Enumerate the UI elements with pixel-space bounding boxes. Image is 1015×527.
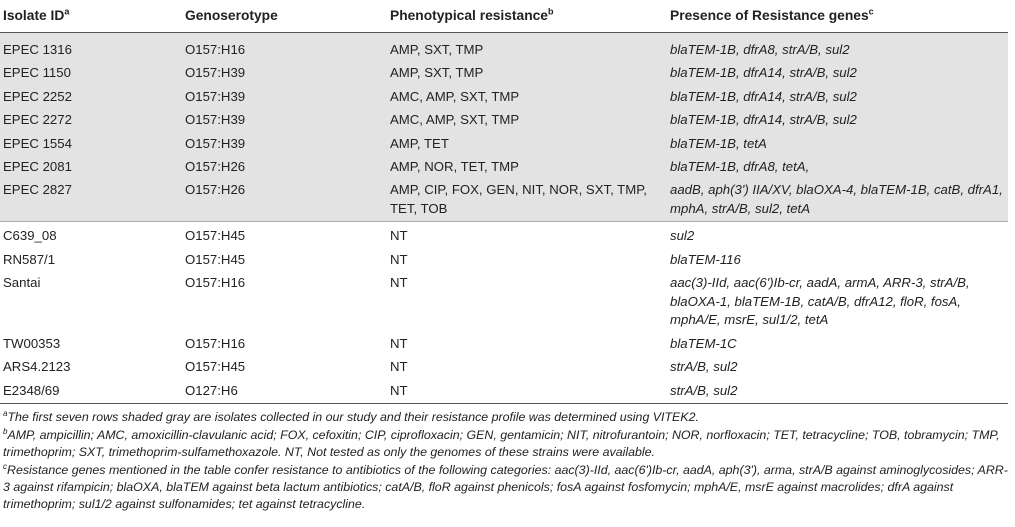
cell-phenotypical-resistance: NT [390, 275, 408, 291]
cell-phenotypical-resistance: AMC, AMP, SXT, TMP [387, 85, 667, 108]
cell-genoserotype: O127:H6 [182, 379, 387, 403]
cell-isolate-id: TW00353 [3, 335, 61, 351]
table-body [0, 33, 1008, 404]
header-phenotypical-resistance: Phenotypical resistance$^b$ [387, 0, 667, 33]
footnote [3, 427, 1011, 461]
header-resistance-genes: Presence of Resistance genes$^c$ [667, 0, 1008, 33]
cell-phenotypical-resistance: NT [390, 335, 408, 351]
cell-isolate-id: ARS4.2123 [3, 359, 71, 375]
cell-genoserotype: O157:H39 [182, 109, 387, 132]
header-isolate-id: Isolate $ID^a$ [0, 0, 182, 33]
cell-genoserotype: O157:H26 [182, 155, 387, 178]
cell-genoserotype: O157:H39 [182, 62, 387, 85]
table-row [0, 179, 1008, 222]
footnotes [0, 404, 1015, 513]
footnote-text: AMP, ampicillin; AMC, amoxicillin-clavulanic acid; FOX, cefoxitin; CIP, ciprofloxacin; GEN, gentamicin; NIT, nitrofurantoin; NOR, norfloxacin; TET, tetracycline; TOB, tobramycin; TMP, trimethoprim; SXT, trimethoprim-sulfamethoxazole. NT, Not tested as only the genomes of these strains were available. [3, 428, 1000, 460]
cell-isolate-id: EPEC 2252 [0, 85, 182, 108]
table-row [0, 248, 1008, 271]
cell-genoserotype: O157:H39 [182, 85, 387, 108]
cell-phenotypical-resistance: NT [387, 379, 667, 403]
cell-resistance-genes: blaTEM-1B, dfrA8, tetA, [667, 155, 1008, 178]
cell-phenotypical-resistance: NT [390, 251, 408, 267]
cell-genoserotype: O157:H16 [185, 275, 246, 291]
cell-genoserotype: O157:H45 [185, 228, 246, 244]
cell-resistance-genes: blaTEM-1B, dfrA14, strA/B, sul2 [667, 62, 1008, 85]
footnote-mark: b [3, 426, 8, 436]
cell-isolate-id: Santai [3, 275, 41, 291]
cell-resistance-genes: blaTEM-1B, dfrA8, strA/B, sul2 [667, 33, 1008, 62]
cell-genoserotype: O157:H26 [182, 179, 387, 222]
table-row [0, 356, 1008, 379]
footnote-text: Resistance genes mentioned in the table confer resistance to antibiotics of the following categories: aac(3)-IId, aac(6')Ib-cr, aadA, aph(3'), arma, strA/B against aminoglycosides; ARR-3 against rifampicin; blaOXA, blaTEM against beta lactum antibiotics; catA/B, floR against phenicols; fosA against fosfomycin; mphA/E, msrE against macrolides; dfrA against trimethoprim; sul1/2 against sulfonamides; tet against tetracycline. [3, 463, 1008, 512]
cell-phenotypical-resistance: AMP, NOR, TET, TMP [387, 155, 667, 178]
cell-genoserotype: O157:H16 [185, 335, 246, 351]
cell-isolate-id: RN587/1 [3, 251, 56, 267]
cell-isolate-id: EPEC 2827 [0, 179, 182, 222]
footnote-mark: c [3, 461, 7, 471]
table-row [0, 33, 1008, 62]
cell-resistance-genes: blaTEM-1B, tetA [667, 132, 1008, 155]
cell-resistance-genes: blaTEM-1B, dfrA14, strA/B, sul2 [667, 109, 1008, 132]
cell-genoserotype: O157:H45 [185, 251, 246, 267]
table-row [0, 155, 1008, 178]
cell-genoserotype: O157:H16 [182, 33, 387, 62]
cell-isolate-id: EPEC 1150 [0, 62, 182, 85]
cell-genoserotype: O157:H45 [185, 359, 246, 375]
cell-resistance-genes: aac(3)-IId, aac(6')Ib-cr, aadA, armA, ARR-3, strA/B, blaOXA-1, blaTEM-1B, catA/B, dfrA12, floR, fosA, mphA/E, msrE, sul1/2, tetA [670, 275, 970, 328]
table-row [0, 332, 1008, 355]
cell-isolate-id: EPEC 2272 [0, 109, 182, 132]
cell-phenotypical-resistance: NT [390, 359, 408, 375]
table-row [0, 222, 1008, 248]
cell-genoserotype: O157:H39 [182, 132, 387, 155]
cell-resistance-genes: strA/B, sul2 [667, 379, 1008, 403]
table-row [0, 85, 1008, 108]
cell-phenotypical-resistance: AMP, SXT, TMP [387, 62, 667, 85]
table-row [0, 132, 1008, 155]
cell-phenotypical-resistance: AMP, CIP, FOX, GEN, NIT, NOR, SXT, TMP, TET, TOB [387, 179, 667, 222]
footnote-mark: a [3, 408, 8, 418]
cell-phenotypical-resistance: AMC, AMP, SXT, TMP [387, 109, 667, 132]
table-row [0, 62, 1008, 85]
table-row [0, 109, 1008, 132]
cell-isolate-id: EPEC 1316 [0, 33, 182, 62]
cell-resistance-genes: blaTEM-1B, dfrA14, strA/B, sul2 [667, 85, 1008, 108]
cell-isolate-id: E2348/69 [0, 379, 182, 403]
cell-resistance-genes: strA/B, sul2 [670, 359, 738, 375]
cell-phenotypical-resistance: AMP, SXT, TMP [387, 33, 667, 62]
cell-isolate-id: EPEC 1554 [0, 132, 182, 155]
cell-isolate-id: EPEC 2081 [0, 155, 182, 178]
cell-resistance-genes: blaTEM-116 [670, 251, 741, 267]
cell-phenotypical-resistance: NT [390, 228, 408, 244]
cell-phenotypical-resistance: AMP, TET [387, 132, 667, 155]
table-header [0, 0, 1008, 33]
cell-resistance-genes: sul2 [670, 228, 695, 244]
table-row [0, 379, 1008, 403]
cell-resistance-genes: blaTEM-1C [670, 335, 737, 351]
header-genoserotype: Genoserotype [182, 0, 387, 33]
cell-isolate-id: C639_08 [3, 228, 57, 244]
footnote [3, 409, 1011, 426]
cell-resistance-genes: aadB, aph(3') IIA/XV, blaOXA-4, blaTEM-1B, catB, dfrA1, mphA, strA/B, sul2, tetA [667, 179, 1008, 222]
footnote-text: The first seven rows shaded gray are isolates collected in our study and their resistance profile was determined using VITEK2. [7, 410, 699, 425]
header-row [0, 0, 1008, 33]
footnote [3, 462, 1011, 513]
table-row [0, 272, 1008, 333]
